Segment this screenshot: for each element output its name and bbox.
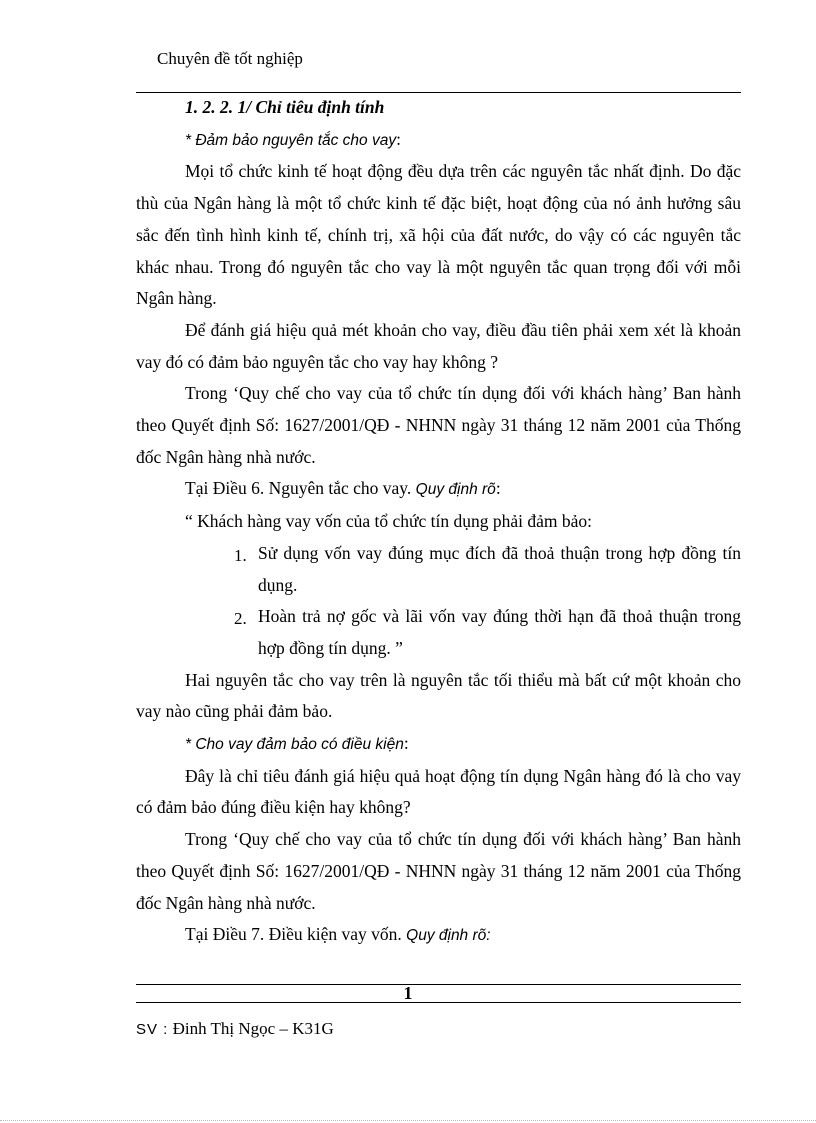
list-item <box>136 601 741 664</box>
subheading-conditions-colon: : <box>403 733 409 754</box>
article-6-colon: : <box>495 478 501 499</box>
paragraph-article-7 <box>136 919 741 952</box>
article-7-italic: Quy định rõ: <box>406 927 491 945</box>
document-body <box>136 92 741 952</box>
page-header-title: Chuyên đề tốt nghiệp <box>157 49 303 68</box>
list-item-text: Sử dụng vốn vay đúng mục đích đã thoả thuận trong hợp đồng tín dụng. <box>258 542 741 595</box>
list-number: 1. <box>234 545 247 565</box>
subheading-principles <box>136 124 741 157</box>
footer-rule-bottom <box>136 1002 741 1003</box>
subheading-conditions-label: * Cho vay đảm bảo có điều kiện <box>185 736 404 754</box>
paragraph: Hai nguyên tắc cho vay trên là nguyên tắc tối thiểu mà bất cứ một khoản cho vay nào cũng phải đảm bảo. <box>136 669 741 722</box>
list-item-text: Hoàn trả nợ gốc và lãi vốn vay đúng thời hạn đã thoả thuận trong hợp đồng tín dụng. ” <box>258 606 741 658</box>
page-number: 1 <box>403 983 413 1003</box>
footer-sv-label: SV : <box>136 1021 169 1038</box>
subheading-conditions <box>136 728 741 761</box>
paragraph: Đây là chỉ tiêu đánh giá hiệu quả hoạt động tín dụng Ngân hàng đó là cho vay có đảm bảo đúng điều kiện hay không? <box>136 765 741 818</box>
paragraph-article-6 <box>136 473 741 506</box>
page-edge-dotted-line <box>0 1120 816 1121</box>
footer-author <box>136 1019 334 1039</box>
footer-author-name: Đinh Thị Ngọc – K31G <box>168 1019 334 1038</box>
paragraph-quote-open: “ Khách hàng vay vốn của tổ chức tín dụng phải đảm bảo: <box>185 511 593 532</box>
list-item <box>136 538 741 601</box>
subheading-principles-label: * Đảm bảo nguyên tắc cho vay <box>185 131 397 149</box>
article-6-text: Tại Điều 6. Nguyên tắc cho vay. <box>185 478 416 499</box>
list-number: 2. <box>234 609 247 629</box>
paragraph: Để đánh giá hiệu quả mét khoản cho vay, điều đầu tiên phải xem xét là khoản vay đó có đảm bảo nguyên tắc cho vay hay không ? <box>136 319 741 372</box>
section-heading: 1. 2. 2. 1/ Chỉ tiêu định tính <box>185 97 385 117</box>
subheading-principles-colon: : <box>396 128 401 149</box>
paragraph: Mọi tổ chức kinh tế hoạt động đều dựa trên các nguyên tắc nhất định. Do đặc thù của Ngân hàng là một tổ chức kinh tế đặc biệt, hoạt động của nó ảnh hưởng sâu sắc đến tình hình kinh tế, chính trị, xã hội của đất nước, do vậy có các nguyên tắc khác nhau. Trong đó nguyên tắc cho vay là một nguyên tắc quan trọng đối với mỗi Ngân hàng. <box>136 161 741 309</box>
article-6-italic: Quy định rõ <box>415 481 496 499</box>
paragraph: Trong ‘Quy chế cho vay của tổ chức tín dụng đối với khách hàng’ Ban hành theo Quyết định Số: 1627/2001/QĐ - NHNN ngày 31 tháng 12 năm 2001 của Thống đốc Ngân hàng nhà nước. <box>136 383 741 467</box>
article-7-text: Tại Điều 7. Điều kiện vay vốn. <box>185 924 407 945</box>
paragraph: Trong ‘Quy chế cho vay của tổ chức tín dụng đối với khách hàng’ Ban hành theo Quyết định Số: 1627/2001/QĐ - NHNN ngày 31 tháng 12 năm 2001 của Thống đốc Ngân hàng nhà nước. <box>136 829 741 913</box>
